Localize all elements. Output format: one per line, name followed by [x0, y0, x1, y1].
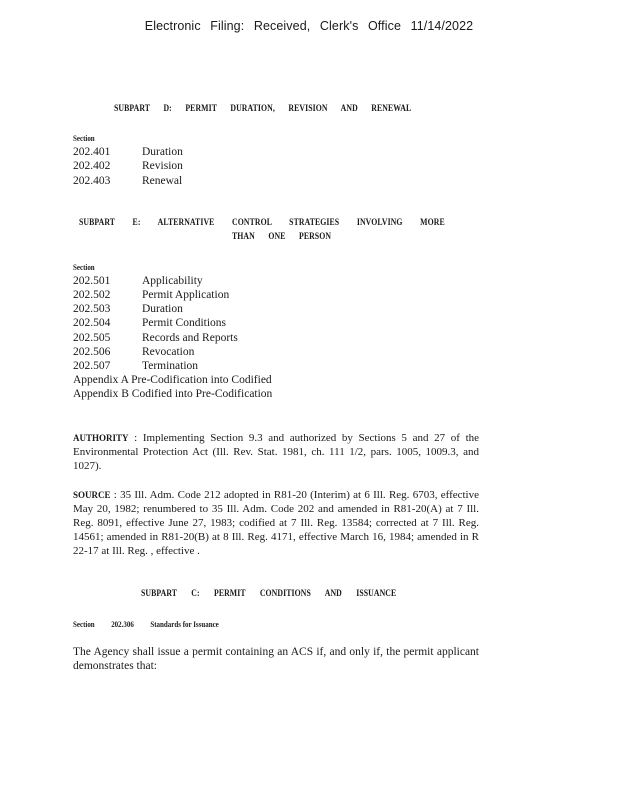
toc-title: Revocation [142, 346, 195, 358]
toc-title: Permit Conditions [142, 317, 227, 329]
toc-title: Revision [142, 160, 183, 172]
filing-header: Electronic Filing: Received, Clerk's Office 11/14/2022 [144, 19, 474, 33]
toc-title: Termination [142, 360, 199, 372]
toc-title: Duration [142, 146, 183, 158]
section-heading [73, 619, 234, 629]
section-body: The Agency shall issue a permit containing an ACS if, and only if, the permit applicant demonstrates that: [73, 646, 479, 672]
section-number: 202.306 [111, 619, 134, 629]
toc-row [73, 274, 203, 288]
toc-number: 202.502 [73, 289, 111, 301]
toc-row [73, 288, 229, 302]
subpart-e-section-label: Section [73, 262, 95, 272]
toc-number: 202.402 [73, 160, 111, 172]
toc-title: Renewal [142, 175, 183, 187]
toc-row [73, 331, 238, 345]
toc-number: 202.403 [73, 175, 111, 187]
toc-row [73, 159, 183, 173]
source-label: SOURCE [73, 490, 111, 500]
section-title: Standards for Issuance [150, 619, 219, 629]
toc-row [73, 145, 183, 159]
toc-number: 202.503 [73, 303, 111, 315]
toc-number: 202.501 [73, 275, 111, 287]
source-note [73, 488, 479, 558]
subpart-d-heading: SUBPART D: PERMIT DURATION, REVISION AND RENEWAL [114, 104, 412, 114]
toc-row [73, 345, 194, 359]
toc-row [73, 174, 182, 188]
toc-number: 202.505 [73, 332, 111, 344]
toc-number: 202.401 [73, 146, 111, 158]
toc-title: Permit Application [142, 289, 230, 301]
authority-note [73, 431, 479, 473]
toc-number: 202.504 [73, 317, 111, 329]
toc-title: Applicability [142, 275, 203, 287]
toc-row [73, 316, 226, 330]
toc-number: 202.506 [73, 346, 111, 358]
authority-text: : Implementing Section 9.3 and authorized by Sections 5 and 27 of the Environmental Protection Act (Ill. Rev. Stat. 1981, ch. 111 1/2, pars. 1005, 1009.3, and 1027). [73, 432, 480, 472]
toc-number: 202.507 [73, 360, 111, 372]
subpart-d-section-label: Section [73, 133, 95, 143]
toc-title: Duration [142, 303, 183, 315]
subpart-c-heading: SUBPART C: PERMIT CONDITIONS AND ISSUANCE [141, 589, 397, 599]
section-word: Section [73, 619, 95, 629]
appendix-a: Appendix A Pre-Codification into Codified [73, 374, 272, 386]
subpart-e-heading-line1: SUBPART E: ALTERNATIVE CONTROL STRATEGIES INVOLVING MORE [79, 218, 445, 228]
toc-row [73, 302, 183, 316]
source-text: : 35 Ill. Adm. Code 212 adopted in R81-20 (Interim) at 6 Ill. Reg. 6703, effective May 20, 1982; renumbered to 35 Ill. Adm. Code 202 and amended in R81-20(A) at 7 Ill. Reg. 8091, effective June 27, 1983; codified at 7 Ill. Reg. 13584; corrected at 7 Ill. Reg. 14561; amended in R81-20(B) at 8 Ill. Reg. 4171, effective March 16, 1984; amended in R 22-17 at Ill. Reg. , effective . [73, 489, 479, 557]
subpart-e-heading-line2: THAN ONE PERSON [232, 232, 332, 242]
toc-title: Records and Reports [142, 332, 238, 344]
authority-label: AUTHORITY [73, 433, 129, 443]
appendix-b: Appendix B Codified into Pre-Codification [73, 388, 273, 400]
toc-row [73, 359, 198, 373]
